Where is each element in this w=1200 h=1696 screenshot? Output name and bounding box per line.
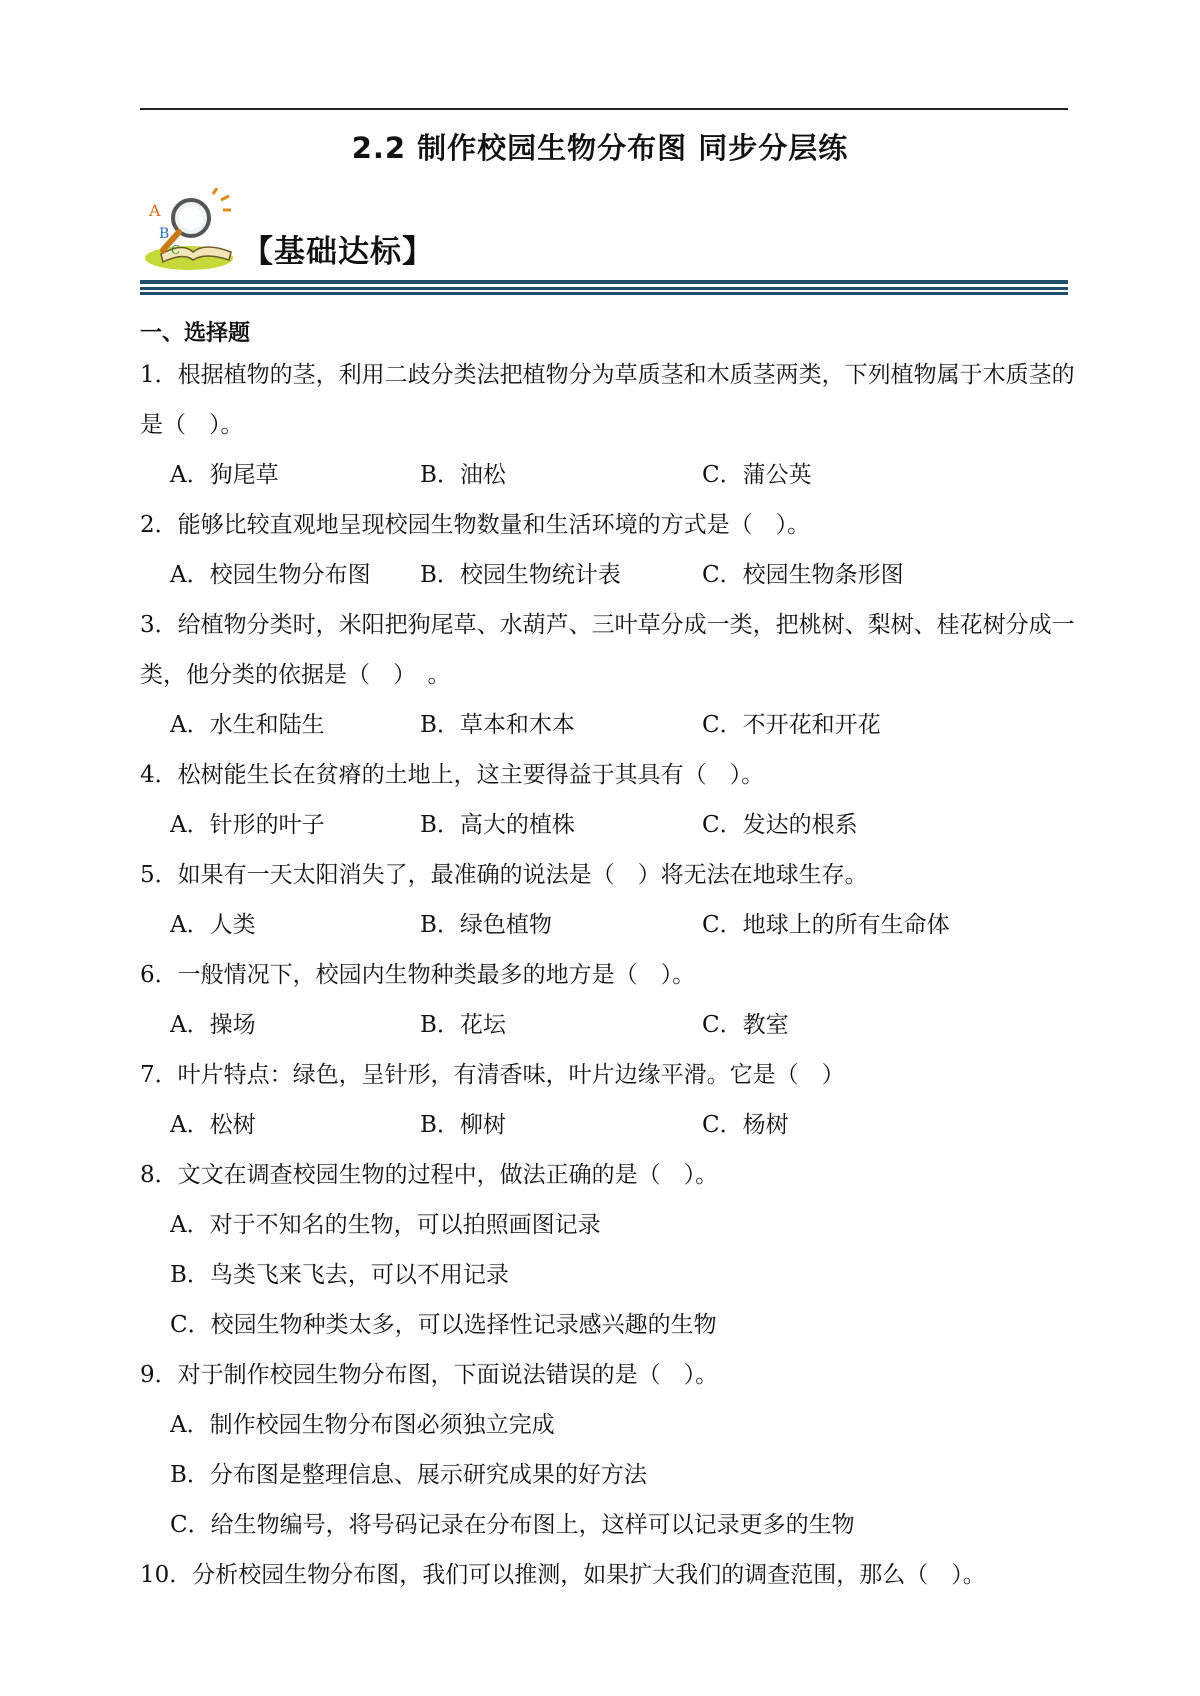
option-b: B．油松 <box>420 462 506 488</box>
section-title: 一、选择题 <box>140 321 251 346</box>
question-2 <box>140 500 1080 600</box>
option-a: A．校园生物分布图 <box>170 562 371 588</box>
option-c: C．给生物编号，将号码记录在分布图上，这样可以记录更多的生物 <box>170 1512 855 1538</box>
option-c: C．不开花和开花 <box>702 712 881 738</box>
question-list <box>140 350 1080 1600</box>
question-text: 6．一般情况下，校园内生物种类最多的地方是（ ）。 <box>140 962 696 988</box>
question-text: 3．给植物分类时，米阳把狗尾草、水葫芦、三叶草分成一类，把桃树、梨树、桂花树分成一类，他分类的依据是（ ） 。 <box>140 612 1075 688</box>
option-b: B．分布图是整理信息、展示研究成果的好方法 <box>170 1462 647 1488</box>
question-text: 5．如果有一天太阳消失了，最准确的说法是（ ）将无法在地球生存。 <box>140 862 868 888</box>
question-5 <box>140 850 1080 950</box>
option-c: C．校园生物条形图 <box>702 562 904 588</box>
banner-title: 【基础达标】 <box>242 234 434 270</box>
question-9 <box>140 1350 1080 1550</box>
question-3 <box>140 600 1080 750</box>
question-text: 8．文文在调查校园生物的过程中，做法正确的是（ ）。 <box>140 1162 719 1188</box>
question-text: 9．对于制作校园生物分布图，下面说法错误的是（ ）。 <box>140 1362 719 1388</box>
option-a: A．针形的叶子 <box>170 812 325 838</box>
option-c: C．杨树 <box>702 1112 789 1138</box>
page-title: 2.2 制作校园生物分布图 同步分层练 <box>351 131 849 165</box>
option-a: A．对于不知名的生物，可以拍照画图记录 <box>170 1212 601 1238</box>
option-a: A．人类 <box>170 912 256 938</box>
svg-text:A: A <box>149 201 161 220</box>
question-text: 7．叶片特点：绿色，呈针形，有清香味，叶片边缘平滑。它是（ ） <box>140 1062 845 1088</box>
question-7 <box>140 1050 1080 1150</box>
option-b: B．鸟类飞来飞去，可以不用记录 <box>170 1262 509 1288</box>
header-rule <box>140 108 1068 110</box>
question-text: 10．分析校园生物分布图，我们可以推测，如果扩大我们的调查范围，那么（ ）。 <box>140 1562 986 1588</box>
option-a: A．松树 <box>170 1112 256 1138</box>
option-c: C．发达的根系 <box>702 812 858 838</box>
option-b: B．高大的植株 <box>420 812 575 838</box>
option-b: B．花坛 <box>420 1012 506 1038</box>
option-a: A．制作校园生物分布图必须独立完成 <box>170 1412 555 1438</box>
banner-double-rule <box>140 280 1068 295</box>
question-text: 1．根据植物的茎，利用二歧分类法把植物分为草质茎和木质茎两类，下列植物属于木质茎的是（ ）。 <box>140 362 1075 438</box>
question-6 <box>140 950 1080 1050</box>
question-1 <box>140 350 1080 500</box>
option-c: C．蒲公英 <box>702 462 812 488</box>
question-8 <box>140 1150 1080 1350</box>
option-c: C．校园生物种类太多，可以选择性记录感兴趣的生物 <box>170 1312 717 1338</box>
option-b: B．校园生物统计表 <box>420 562 621 588</box>
svg-text:B: B <box>159 226 170 242</box>
option-b: B．草本和木本 <box>420 712 575 738</box>
option-a: A．水生和陆生 <box>170 712 325 738</box>
option-a: A．操场 <box>170 1012 256 1038</box>
question-text: 4．松树能生长在贫瘠的土地上，这主要得益于其具有（ ）。 <box>140 762 765 788</box>
question-10 <box>140 1550 1080 1600</box>
question-text: 2．能够比较直观地呈现校园生物数量和生活环境的方式是（ ）。 <box>140 512 811 538</box>
question-4 <box>140 750 1080 850</box>
option-a: A．狗尾草 <box>170 462 279 488</box>
svg-text:C: C <box>171 243 181 257</box>
option-c: C．地球上的所有生命体 <box>702 912 950 938</box>
option-b: B．柳树 <box>420 1112 506 1138</box>
option-b: B．绿色植物 <box>420 912 552 938</box>
option-c: C．教室 <box>702 1012 789 1038</box>
magnifier-abc-book-icon <box>143 188 243 278</box>
